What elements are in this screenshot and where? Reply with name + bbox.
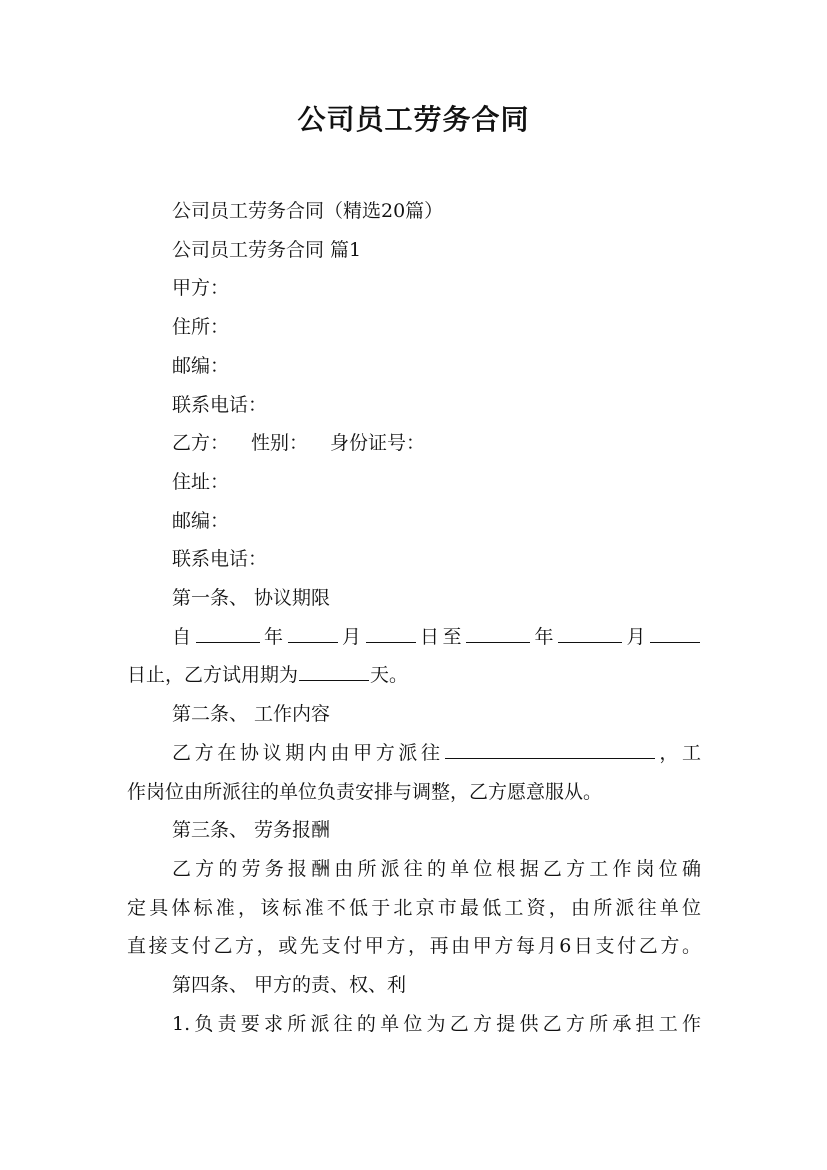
document-body [127,192,701,1043]
party-b-line [127,424,701,463]
text-fragment: 年 [530,625,557,648]
party-a-postcode: 邮编： [172,354,230,377]
article2-heading: 第二条、 工作内容 [172,703,331,726]
text-fragment: 自 [172,625,195,648]
text-fragment: 日至 [416,625,465,648]
text-fragment: 乙方在协议期内由甲方派往 [172,741,444,764]
article2-line1 [127,734,701,773]
text-fragment: 年 [260,625,287,648]
blank-line [650,622,700,643]
text-fragment: 天。 [370,664,409,687]
party-b-id-number: 身份证号： [330,432,426,455]
article3-line2: 定具体标准，该标准不低于北京市最低工资，由所派往单位 [127,896,701,919]
subtitle-line: 公司员工劳务合同（精选20篇） [172,200,444,222]
party-b-gender: 性别： [251,432,309,455]
party-a-label: 甲方： [172,277,230,300]
party-a-phone: 联系电话： [172,393,268,416]
document-title: 公司员工劳务合同 [297,103,530,136]
article3-heading: 第三条、 劳务报酬 [172,819,331,842]
article4-line1: 1.负责要求所派往的单位为乙方提供乙方所承担工作 [172,1012,701,1035]
section-heading: 公司员工劳务合同 篇1 [172,238,362,261]
party-a-address: 住所： [172,316,230,339]
article3-line1: 乙方的劳务报酬由所派往的单位根据乙方工作岗位确 [172,857,701,880]
blank-line [445,738,655,759]
party-b-label: 乙方： [172,432,230,455]
blank-line [466,622,530,643]
text-fragment: 日止，乙方试用期为 [127,664,299,687]
text-fragment: 月 [338,625,365,648]
article1-period-line [127,618,701,657]
text-fragment: ，工 [655,741,701,764]
blank-line [288,622,338,643]
party-b-address: 住址： [172,470,230,493]
article2-line2: 作岗位由所派往的单位负责安排与调整，乙方愿意服从。 [127,780,603,803]
blank-line [299,660,369,681]
article4-heading: 第四条、 甲方的责、权、利 [172,974,407,997]
article1-trial-line [127,656,701,695]
party-b-phone: 联系电话： [172,548,268,571]
blank-line [196,622,260,643]
blank-line [558,622,622,643]
text-fragment: 月 [622,625,649,648]
party-b-postcode: 邮编： [172,509,230,532]
article1-heading: 第一条、 协议期限 [172,587,331,610]
article3-line3: 直接支付乙方，或先支付甲方，再由甲方每月6日支付乙方。 [127,935,701,958]
blank-line [366,622,416,643]
